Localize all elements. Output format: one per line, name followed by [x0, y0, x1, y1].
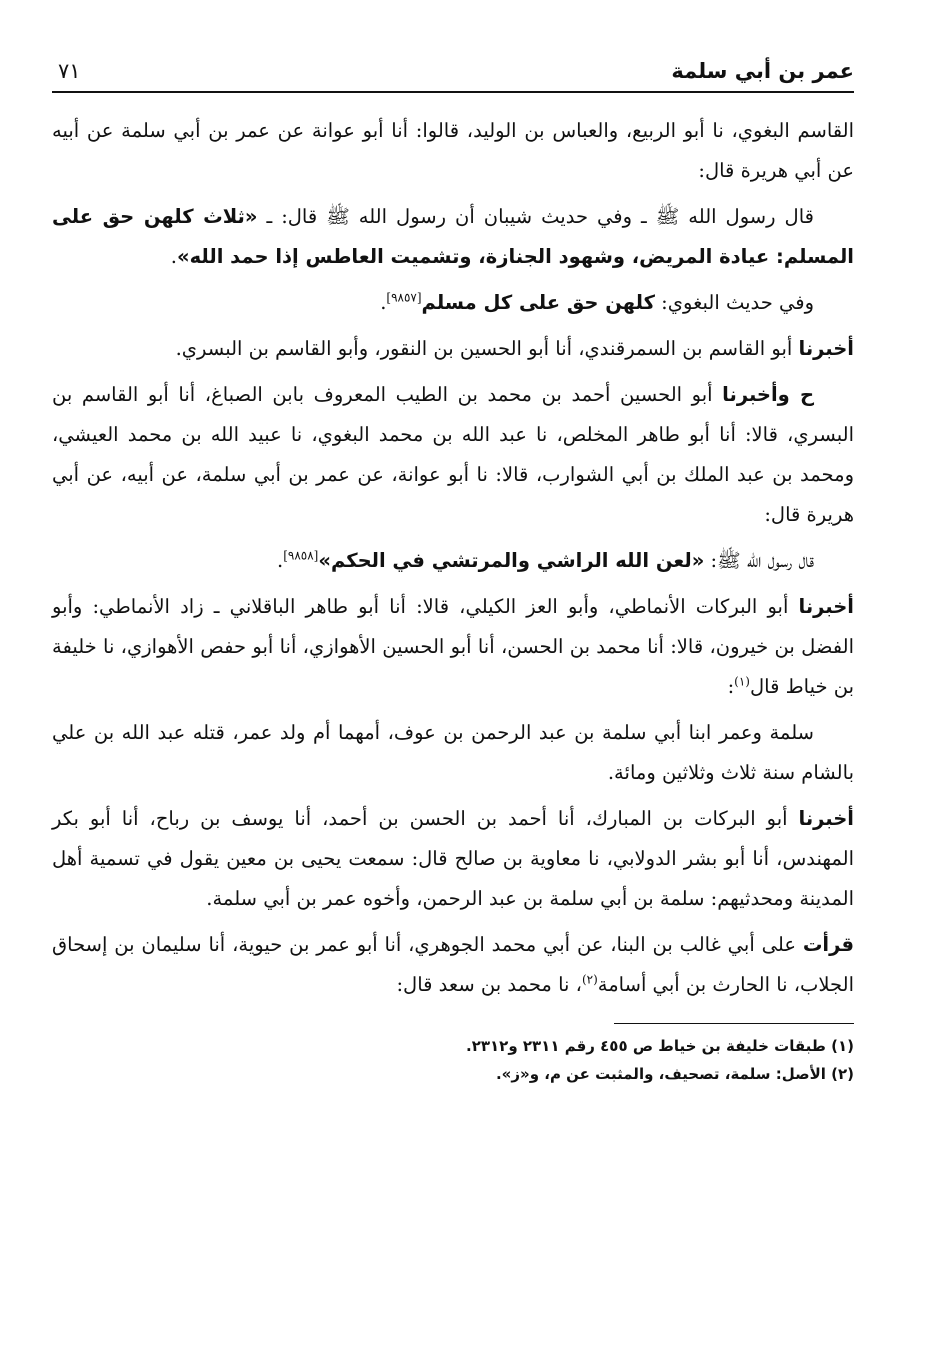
- page-header: [52, 55, 854, 93]
- paragraph-text: .: [170, 245, 177, 268]
- paragraph-text: أبو القاسم بن السمرقندي، أنا أبو الحسين بن النقور، وأبو القاسم بن البسري.: [175, 337, 799, 360]
- paragraph: [52, 925, 854, 1005]
- paragraph: [52, 197, 854, 277]
- hadith-number: [٩٨٥٨]: [283, 548, 319, 563]
- paragraph-text: وفي حديث البغوي:: [654, 291, 814, 314]
- footnote-divider: [614, 1023, 854, 1024]
- hadith-text: «لعن الله الراشي والمرتشي في الحكم»: [318, 549, 705, 572]
- page-body: [52, 111, 854, 1005]
- footnote-1: (١) طبقات خليفة بن خياط ص ٤٥٥ رقم ٢٣١١ و٢٣١٢.: [465, 1037, 854, 1055]
- document-page: [52, 55, 854, 1088]
- footnote-ref[interactable]: (١): [734, 674, 750, 689]
- paragraph: [52, 799, 854, 919]
- narration-keyword: أخبرنا: [798, 595, 854, 618]
- narration-keyword: أخبرنا: [798, 337, 854, 360]
- paragraph: [52, 587, 854, 707]
- footnote-ref[interactable]: (٢): [581, 972, 598, 987]
- hadith-number: [٩٨٥٧]: [386, 290, 422, 305]
- narration-keyword: قرأت: [802, 933, 854, 956]
- narration-keyword: أخبرنا: [798, 807, 854, 830]
- paragraph-text: أبو البركات الأنماطي، وأبو العز الكيلي، قالا: أنا أبو طاهر الباقلاني ـ زاد الأنماطي: وأبو الفضل بن خيرون، قالا: أنا محمد بن الحسن، أنا أبو الحسين الأهوازي، أنا أبو حفص الأهوازي، نا خليفة بن خياط قال: [52, 595, 854, 698]
- hadith-text: كلهن حق على كل مسلم: [421, 291, 655, 314]
- footnote-2: (٢) الأصل: سلمة، تصحيف، والمثبت عن م، و«ز».: [495, 1065, 854, 1083]
- paragraph-text: ، نا محمد بن سعد قال:: [396, 973, 582, 996]
- paragraph-text: :: [727, 675, 735, 698]
- paragraph: [52, 375, 854, 535]
- paragraph-text: أبو البركات بن المبارك، أنا أحمد بن الحسن بن أحمد، أنا يوسف بن رباح، أنا أبو بكر المهندس، أنا أبو بشر الدولابي، نا معاوية بن صالح قال: سمعت يحيى بن معين يقول في تسمية أهل المدينة ومحدثيهم: سلمة بن أبي سلمة بن عبد الرحمن، وأخوه عمر بن أبي سلمة.: [52, 807, 854, 910]
- paragraph-text: قال رسول الله ﷺ:: [704, 549, 814, 572]
- paragraph: [52, 541, 854, 581]
- paragraph-text: أبو الحسين أحمد بن محمد بن الطيب المعروف بابن الصباغ، أنا أبو القاسم بن البسري، قالا: أنا أبو طاهر المخلص، نا عبد الله بن محمد البغوي، نا عبيد الله بن محمد العيشي، ومحمد بن عبد الملك بن أبي الشوارب، قالا: نا أبو عوانة، عن عمر بن أبي سلمة، عن أبيه، عن أبي هريرة قال:: [52, 383, 854, 526]
- footnotes: [52, 1032, 854, 1088]
- paragraph-text: سلمة وعمر ابنا أبي سلمة بن عبد الرحمن بن عوف، أمهما أم ولد عمر، قتله عبد الله بن علي بالشام سنة ثلاث وثلاثين ومائة.: [52, 721, 854, 784]
- paragraph-text: قال رسول الله ﷺ ـ وفي حديث شيبان أن رسول الله ﷺ قال: ـ: [257, 205, 814, 228]
- paragraph-text: على أبي غالب بن البنا، عن أبي محمد الجوهري، أنا أبو عمر بن حيوية، أنا سليمان بن إسحاق الجلاب، نا الحارث بن أبي أسامة: [52, 933, 854, 996]
- hadith-text: «ثلاث كلهن حق على المسلم: عيادة المريض، وشهود الجنازة، وتشميت العاطس إذا حمد الله»: [52, 205, 854, 268]
- paragraph-text: .: [380, 291, 387, 314]
- page-number: ٧١: [58, 59, 81, 83]
- paragraph: [52, 111, 854, 191]
- paragraph-text: .: [277, 549, 284, 572]
- paragraph-text: القاسم البغوي، نا أبو الربيع، والعباس بن الوليد، قالوا: أنا أبو عوانة عن عمر بن أبي سلمة عن أبيه عن أبي هريرة قال:: [52, 119, 854, 182]
- paragraph: [52, 329, 854, 369]
- running-title: عمر بن أبي سلمة: [671, 59, 854, 83]
- paragraph: [52, 283, 854, 323]
- paragraph: [52, 713, 854, 793]
- narration-keyword: ح وأخبرنا: [722, 383, 814, 406]
